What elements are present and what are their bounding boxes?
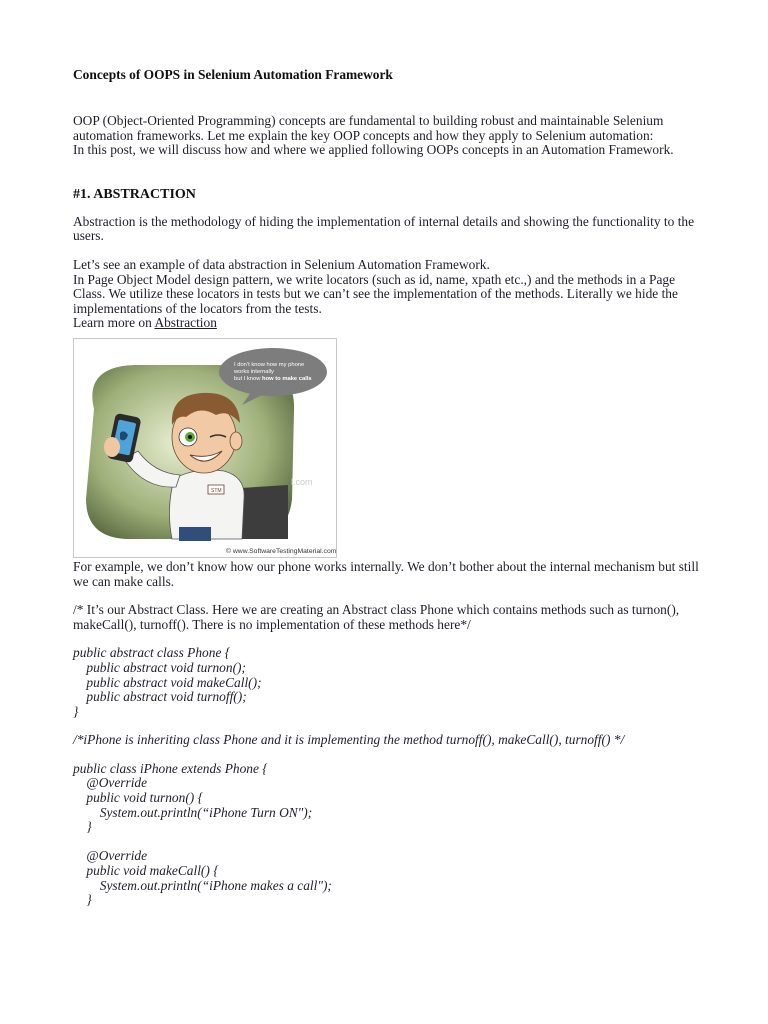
document-title: Concepts of OOPS in Selenium Automation Framework: [73, 67, 393, 82]
speech-line-3-prefix: but I know: [234, 375, 263, 382]
badge-text: STM: [211, 487, 222, 494]
intro-paragraph-2: In this post, we will discuss how and where we applied following OOPs concepts in an Automation Framework.: [73, 142, 674, 158]
pom-explanation: In Page Object Model design pattern, we write locators (such as id, name, xpath etc.,) and the methods in a Page Class. We utilize these locators in tests but we can’t see the implementation of the methods. Literally we hide the implementations of the locators from the tests.: [73, 271, 678, 316]
learn-more-line: [73, 316, 703, 331]
learn-more-prefix: Learn more on: [73, 315, 155, 331]
abstract-class-comment: /* It’s our Abstract Class. Here we are creating an Abstract class Phone which contains methods such as turnon(), makeCall(), turnoff(). There is no implementation of these methods here*/: [73, 602, 680, 632]
abstraction-link[interactable]: Abstraction: [154, 315, 217, 331]
cartoon-illustration: [74, 339, 336, 557]
phone-example: For example, we don’t know how our phone works internally. We don’t bother about the internal mechanism but still we can make calls.: [73, 558, 699, 589]
image-credit: © www.SoftwareTestingMaterial.com: [226, 547, 336, 555]
speech-line-3: [234, 376, 312, 382]
speech-line-3-bold: how to make calls: [262, 375, 312, 382]
iphone-comment: /*iPhone is inheriting class Phone and it is implementing the method turnoff(), makeCall(), turnoff() */: [73, 732, 625, 748]
jeans: [179, 527, 211, 541]
hand: [104, 437, 120, 457]
code-block-iphone: public class iPhone extends Phone { @Override public void turnon() { System.out.println(“iPhone Turn ON"); } @Override public void makeCall() { System.out.println(“iPhone makes a call"); }: [73, 760, 332, 908]
speech-line-1: I don’t know how my phone: [234, 361, 305, 368]
section-heading: #1. ABSTRACTION: [73, 186, 196, 202]
watermark: l.com: [291, 476, 313, 487]
code-block-phone: public abstract class Phone { public abstract void turnon(); public abstract void makeCall(); public abstract void turnoff(); }: [73, 645, 262, 719]
phone-illustration: [73, 338, 337, 558]
example-intro: Let’s see an example of data abstraction in Selenium Automation Framework.: [73, 256, 490, 272]
document-body: [73, 66, 703, 908]
intro-paragraph: OOP (Object-Oriented Programming) concepts are fundamental to building robust and maintainable Selenium automation frameworks. Let me explain the key OOP concepts and how they apply to Selenium automation:: [73, 113, 664, 143]
speech-line-2: works internally: [234, 368, 274, 375]
abstraction-definition: Abstraction is the methodology of hiding the implementation of internal details and showing the functionality to the users.: [73, 213, 695, 244]
